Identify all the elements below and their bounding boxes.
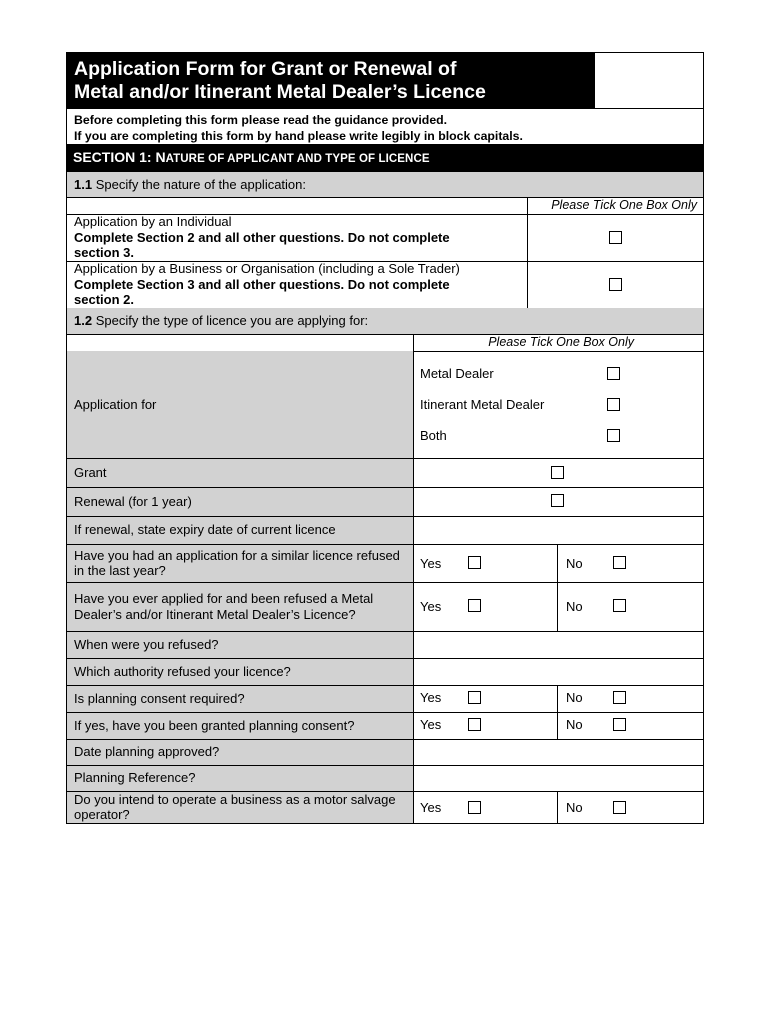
- planning-required-label: Is planning consent required?: [74, 690, 245, 706]
- refused-similar-yes-label: Yes: [420, 556, 442, 571]
- refused-similar-label: Have you had an application for a similar licence refused in the last year?: [74, 547, 400, 578]
- tick-note-2: Please Tick One Box Only: [488, 335, 634, 349]
- which-authority-label: Which authority refused your licence?: [74, 663, 291, 679]
- business-line-3: section 2.: [74, 292, 134, 307]
- section-1-number: SECTION 1:: [73, 149, 156, 165]
- question-1-2: [67, 308, 703, 334]
- planning-required-no-label: No: [566, 690, 583, 705]
- planning-granted-yes-checkbox[interactable]: [468, 718, 481, 731]
- motor-salvage-yes-checkbox[interactable]: [468, 801, 481, 814]
- business-checkbox[interactable]: [609, 278, 622, 291]
- intro-line-1: Before completing this form please read the guidance provided.: [74, 113, 448, 127]
- motor-salvage-label: Do you intend to operate a business as a motor salvage operator?: [74, 791, 396, 822]
- refused-metal-no-checkbox[interactable]: [613, 599, 626, 612]
- office-use-box: [594, 53, 703, 108]
- business-line-1: Application by a Business or Organisation (including a Sole Trader): [74, 261, 460, 276]
- refused-similar-yes-checkbox[interactable]: [468, 556, 481, 569]
- application-for-label: Application for: [74, 396, 157, 412]
- expiry-date-label: If renewal, state expiry date of current licence: [74, 522, 336, 538]
- question-1-1-text: Specify the nature of the application:: [95, 177, 307, 192]
- planning-granted-no-checkbox[interactable]: [613, 718, 626, 731]
- business-option-text: [74, 261, 524, 308]
- individual-option-text: [74, 214, 524, 261]
- planning-granted-no-label: No: [566, 717, 583, 732]
- itinerant-metal-dealer-checkbox[interactable]: [607, 398, 620, 411]
- question-1-1-number: 1.1: [74, 177, 93, 192]
- date-planning-field[interactable]: [414, 740, 703, 765]
- motor-salvage-no-checkbox[interactable]: [613, 801, 626, 814]
- option-metal-dealer: Metal Dealer: [420, 366, 494, 381]
- business-line-2: Complete Section 3 and all other questions. Do not complete: [74, 276, 450, 292]
- title-line-2: Metal and/or Itinerant Metal Dealer’s Licence: [74, 81, 486, 103]
- refused-similar-no-label: No: [566, 556, 583, 571]
- section-1-header: [67, 144, 703, 171]
- grant-label: Grant: [74, 464, 107, 480]
- individual-line-1: Application by an Individual: [74, 214, 232, 229]
- planning-granted-yes-label: Yes: [420, 717, 442, 732]
- intro-text: [67, 108, 703, 144]
- when-refused-label: When were you refused?: [74, 636, 219, 652]
- motor-salvage-no-label: No: [566, 800, 583, 815]
- expiry-date-field[interactable]: [414, 517, 703, 544]
- refused-metal-label: Have you ever applied for and been refused a Metal Dealer’s and/or Itinerant Metal Dealer’s Licence?: [74, 591, 374, 622]
- refused-metal-no-label: No: [566, 599, 583, 614]
- option-itinerant-metal-dealer: Itinerant Metal Dealer: [420, 397, 545, 412]
- planning-required-yes-checkbox[interactable]: [468, 691, 481, 704]
- individual-checkbox[interactable]: [609, 231, 622, 244]
- option-both: Both: [420, 428, 447, 443]
- intro-line-2: If you are completing this form by hand please write legibly in block capitals.: [74, 129, 523, 143]
- planning-required-no-checkbox[interactable]: [613, 691, 626, 704]
- metal-dealer-checkbox[interactable]: [607, 367, 620, 380]
- renewal-label: Renewal (for 1 year): [74, 493, 192, 509]
- planning-reference-label: Planning Reference?: [74, 770, 196, 786]
- tick-note-1: Please Tick One Box Only: [551, 198, 697, 212]
- which-authority-field[interactable]: [414, 659, 703, 685]
- section-1-title: ATURE OF APPLICANT AND TYPE OF LICENCE: [165, 153, 430, 165]
- form-title: [67, 53, 594, 108]
- refused-metal-yes-checkbox[interactable]: [468, 599, 481, 612]
- renewal-checkbox[interactable]: [551, 494, 564, 507]
- individual-line-3: section 3.: [74, 245, 134, 260]
- title-line-1: Application Form for Grant or Renewal of: [74, 58, 457, 80]
- refused-metal-yes-label: Yes: [420, 599, 442, 614]
- motor-salvage-yes-label: Yes: [420, 800, 442, 815]
- refused-similar-no-checkbox[interactable]: [613, 556, 626, 569]
- planning-required-yes-label: Yes: [420, 690, 442, 705]
- grant-checkbox[interactable]: [551, 466, 564, 479]
- planning-granted-label: If yes, have you been granted planning consent?: [74, 717, 355, 733]
- date-planning-label: Date planning approved?: [74, 744, 220, 760]
- both-checkbox[interactable]: [607, 429, 620, 442]
- question-1-2-number: 1.2: [74, 313, 93, 328]
- planning-reference-field[interactable]: [414, 766, 703, 791]
- question-1-1: [67, 171, 703, 198]
- section-1-initial: N: [155, 149, 166, 165]
- individual-line-2: Complete Section 2 and all other questions. Do not complete: [74, 229, 450, 245]
- question-1-2-text: Specify the type of licence you are applying for:: [95, 313, 369, 328]
- when-refused-field[interactable]: [414, 632, 703, 658]
